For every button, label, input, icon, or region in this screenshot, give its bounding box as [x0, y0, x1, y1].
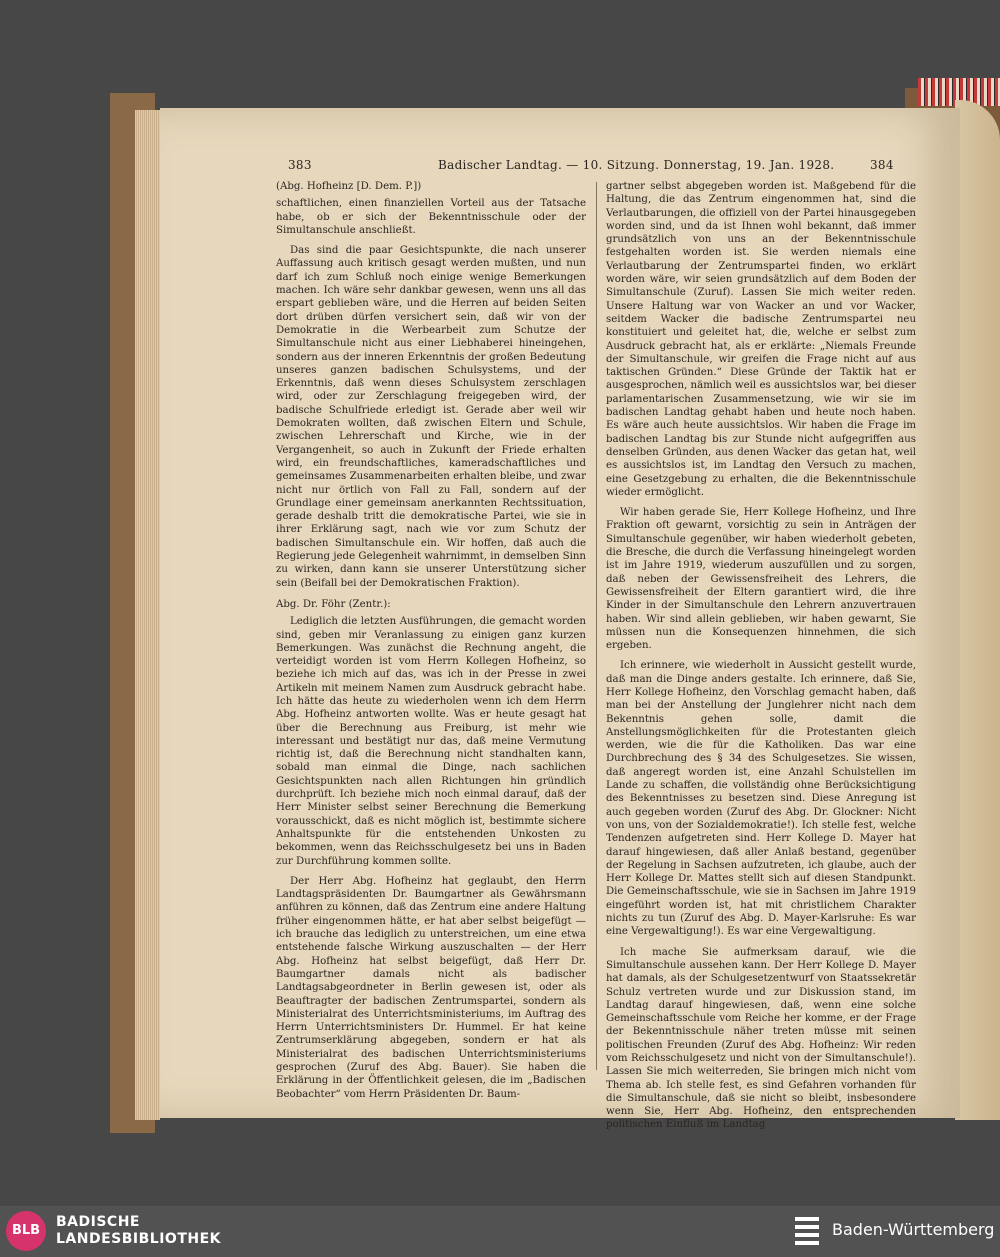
text-column-left	[276, 180, 586, 1108]
blb-name[interactable]	[56, 1214, 221, 1248]
page-number-left: 383	[288, 158, 312, 172]
paragraph: Das sind die paar Gesichtspunkte, die nach unserer Auffassung auch kritisch gesagt werden mußten, und nun darf ich zum Schluß noch einige wenige Bemerkungen machen. Ich wäre sehr dankbar gewesen, wenn uns all das erspart geblieben wäre, und die Herren auf beiden Seiten dort drüben dürfen versichert sein, daß wir von der Demokratie in die Werbearbeit zum Schutze der Simultanschule nicht aus einer Liebhaberei hineingehen, sondern aus der inneren Erkenntnis der großen Bedeutung unseres ganzen badischen Schulsystems, und der Erkenntnis, daß wenn dieses Schulsystem zerschlagen wird, oder zur Zerschlagung freigegeben wird, der badische Schulfriede erledigt ist. Gerade aber weil wir Demokraten wollten, daß zwischen Eltern und Schule, zwischen Lehrerschaft und Kirche, wie in der Vergangenheit, so auch in Zukunft der Friede erhalten wird, ein freundschaftliches, kameradschaftliches und gemeinsames Zusammenarbeiten erhalten bleibe, und zwar nicht nur örtlich von Fall zu Fall, sondern auf der Grundlage einer gemeinsam anerkannten Rechtssituation, gerade deshalb tritt die demokratische Partei, wie sie in ihrer Erklärung sagt, nach wie vor zum Schutz der badischen Simultanschule ein. Wir hoffen, daß auch die Regierung jede Gelegenheit wahrnimmt, in demselben Sinn zu wirken, dann kann sie unserer Unterstützung sicher sein (Beifall bei der Demokratischen Fraktion).	[276, 245, 586, 589]
paragraph: schaftlichen, einen finanziellen Vorteil aus der Tatsache habe, ob er sich der Bekenntnisschule oder der Simultanschule anschließt.	[276, 198, 586, 236]
paragraph: Lediglich die letzten Ausführungen, die gemacht worden sind, geben mir Veranlassung zu einigen ganz kurzen Bemerkungen. Was zunächst die Rechnung angeht, die verteidigt worden ist vom Herrn Kollegen Hofheinz, so beziehe ich mich auf das, was ich in der Presse in zwei Artikeln mit meinem Namen zum Ausdruck gebracht habe. Ich hätte das heute zu wiederholen wenn ich dem Herrn Abg. Hofheinz antworten wollte. Was er heute gesagt hat über die Berechnung aus Freiburg, ist mehr wie interessant und bestätigt nur das, daß meine Vermutung richtig ist, daß die Berechnung nicht standhalten kann, sobald man einmal die Dinge, nach sachlichen Gesichtspunkten nach allen Richtungen hin gründlich durchprüft. Ich beziehe mich noch einmal darauf, daß der Herr Minister selbst seiner Berechnung die Bemerkung vorausschickt, daß es nicht möglich ist, bestimmte sichere Anhaltspunkte für die entstehenden Unkosten zu bekommen, wenn das Reichsschulgesetz bei uns in Baden zur Durchführung kommen sollte.	[276, 616, 586, 867]
paragraph: Ich erinnere, wie wiederholt in Aussicht gestellt wurde, daß man die Dinge anders gestalte. Ich erinnere, daß Sie, Herr Kollege Hofheinz, den Vorschlag gemacht haben, daß man bei der Anstellung der Junglehrer nicht nach dem Bekenntnis gehen solle, damit die Anstellungsmöglichkeiten für die Protestanten gleich werden, wie die für die Katholiken. Das war eine Durchbrechung des § 34 des Schulgesetzes. Sie wissen, daß angeregt worden ist, eine Anzahl Schulstellen im Lande zu schaffen, die vollständig ohne Berücksichtigung des Bekenntnisses zu besetzen sind. Diese Anregung ist auch gegeben worden (Zuruf des Abg. Dr. Glockner: Nicht von uns, von der Sozialdemokratie!). Ich stelle fest, welche Tendenzen aufgetreten sind. Herr Kollege D. Mayer hat darauf hingewiesen, daß aller Anlaß bestand, gegenüber der Regelung in Sachsen aufzutreten, ich glaube, auch der Herr Kollege Dr. Mattes stellt sich auf diesen Standpunkt. Die Gemeinschaftsschule, wie sie in Sachsen im Jahre 1919 eingeführt worden ist, hat mit christlichem Charakter nichts zu tun (Zuruf des Abg. D. Mayer-Karlsruhe: Es war eine Vergewaltigung!). Es war eine Vergewaltigung.	[606, 660, 916, 938]
baden-wuerttemberg-lions-icon	[792, 1214, 822, 1248]
column-divider	[596, 182, 597, 1070]
paragraph: Ich mache Sie aufmerksam darauf, wie die Simultanschule aussehen kann. Der Herr Kollege D. Mayer hat damals, als der Schulgesetzentwurf von Staatssekretär Schulz vertreten wurde und zur Diskussion stand, im Landtag darauf hingewiesen, daß, wenn eine solche Gemeinschaftsschule vom Reiche her komme, er der Frage der Bekenntnisschule näher treten müsse mit seinen politischen Freunden (Zuruf des Abg. Hofheinz: Wir reden vom Reichsschulgesetz und nicht von der Simultanschule!). Lassen Sie mich weiterreden, Sie bringen mich nicht vom Thema ab. Ich stelle fest, es sind Gefahren vorhanden für die Simultanschule, daß sie nicht so bleibt, insbesondere wenn Sie, Herr Abg. Hofheinz, den entsprechenden politischen Einfluß im Landtag	[606, 946, 916, 1131]
speaker-label: (Abg. Hofheinz [D. Dem. P.])	[276, 181, 422, 192]
bw-label[interactable]: Baden-Württemberg	[832, 1220, 995, 1239]
speaker-label: Abg. Dr. Föhr (Zentr.):	[276, 598, 391, 610]
text-column-right	[606, 180, 916, 1139]
blb-name-line1: BADISCHE	[56, 1214, 140, 1230]
page-number-right: 384	[870, 158, 894, 172]
blb-name-line2: LANDESBIBLIOTHEK	[56, 1231, 222, 1247]
blb-logo-icon[interactable]: BLB	[6, 1211, 46, 1251]
paragraph: gartner selbst abgegeben worden ist. Maßgebend für die Haltung, die das Zentrum eingenommen hat, sind die Verlautbarungen, die offiziell von der Partei hinausgegeben worden sind, und da ist Ihnen wohl bekannt, daß immer grundsätzlich von uns an der Bekenntnisschule festgehalten worden ist. Sie werden niemals eine Verlautbarung der Zentrumspartei finden, wo erklärt worden wäre, wir seien grundsätzlich auf dem Boden der Simultanschule (Zuruf). Lassen Sie mich weiter reden. Unsere Haltung war von Wacker an und vor Wacker, seitdem Wacker die badische Zentrumspartei neu konstituiert und geleitet hat, die, welche er selbst zum Ausdruck gebracht hat, als er erklärte: „Niemals Freunde der Simultanschule, wir greifen die Frage nicht auf aus taktischen Gründen.“ Diese Gründe der Taktik hat er ausgesprochen, nämlich weil es aussichtslos war, bei dieser parlamentarischen Zusammensetzung, wie wir sie im badischen Landtag gehabt haben und heute noch haben. Es wäre auch heute aussichtslos. Wir haben die Frage im badischen Landtag bis zur Stunde nicht aufgegriffen aus denselben Gründen, aus denen Wacker das getan hat, weil es aussichtslos ist, im Landtag den Versuch zu machen, eine Gesetzgebung zu erhalten, die die Bekenntnisschule wieder ermöglicht.	[606, 181, 916, 498]
running-header: Badischer Landtag. — 10. Sitzung. Donnerstag, 19. Jan. 1928.	[438, 158, 835, 172]
page-edges	[135, 110, 160, 1120]
paragraph: Der Herr Abg. Hofheinz hat geglaubt, den Herrn Landtagspräsidenten Dr. Baumgartner als Gewährsmann anführen zu können, daß das Zentrum eine andere Haltung früher eingenommen hätte, er hat aber selbst beigefügt — ich brauche das lediglich zu unterstreichen, um eine etwa entstehende falsche Wirkung auszuschalten — der Herr Abg. Hofheinz hat selbst beigefügt, daß Herr Dr. Baumgartner damals nicht als badischer Landtagsabgeordneter in Berlin gewesen ist, oder als Beauftragter der badischen Zentrumspartei, sondern als Ministerialrat des Unterrichtsministeriums, im Auftrag des Herrn Unterrichtsministers Dr. Hummel. Er hat keine Zentrumserklärung abgegeben, sondern er hat als Ministerialrat des badischen Unterrichtsministeriums gesprochen (Zuruf des Abg. Bauer). Sie haben die Erklärung in der Öffentlichkeit gelesen, die im „Badischen Beobachter“ vom Herrn Präsidenten Dr. Baum-	[276, 875, 586, 1100]
facing-page-curl	[955, 100, 1000, 1120]
paragraph: Wir haben gerade Sie, Herr Kollege Hofheinz, und Ihre Fraktion oft gewarnt, vorsichtig zu sein in Anträgen der Simultanschule gegenüber, wir haben wiederholt gebeten, die Bresche, die durch die Verfassung hineingelegt worden ist im Jahre 1919, wiederum auszufüllen und zu sorgen, daß neben der Gewissensfreiheit des Lehrers, die Gewissensfreiheit der Eltern garantiert wird, die ihre Kinder in der Simultanschule den Lehrern anzuvertrauen haben. Wir sind allein geblieben, wir haben gewarnt, Sie müssen nun die Konsequenzen hinnehmen, die sich ergeben.	[606, 507, 916, 652]
